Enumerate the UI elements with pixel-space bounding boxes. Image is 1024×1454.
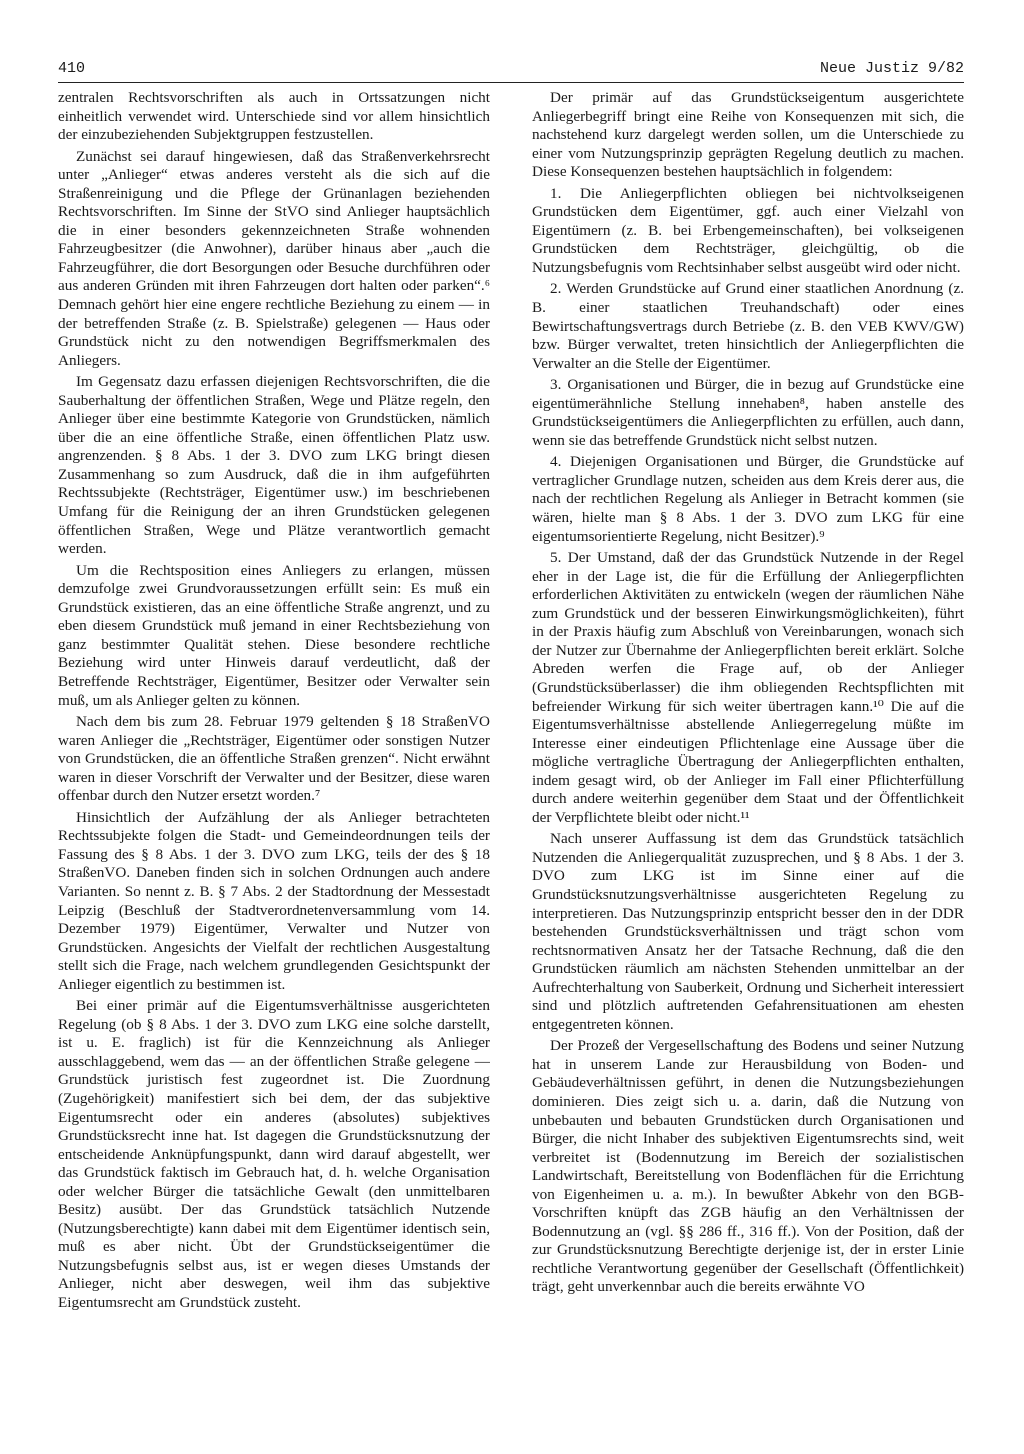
left-column <box>58 89 490 1439</box>
right-column <box>532 89 964 1439</box>
list-item-paragraph: 1. Die Anliegerpflichten obliegen bei nichtvolkseigenen Grundstücken dem Eigentümer, ggf. auch einer Vielzahl von Eigentümern (z. B. bei Erbengemeinschaften), bei volkseigenen Grundstücken dem Rechtsträger, gleichgültig, ob die Nutzungsbefugnis vom Rechtsinhaber selbst ausgeübt wird oder nicht. <box>532 184 964 276</box>
journal-issue: Neue Justiz 9/82 <box>819 60 964 77</box>
list-item-paragraph: 3. Organisationen und Bürger, die in bezug auf Grundstücke eine eigentümerähnliche Stellung innehaben⁸, haben anstelle des Grundstückseigentümers die Anliegerpflichten zu erfüllen, auch dann, wenn sie das betreffende Grundstück nicht selbst nutzen. <box>532 376 964 449</box>
list-item-paragraph: 2. Werden Grundstücke auf Grund einer staatlichen Anordnung (z. B. einer staatlichen Treuhandschaft) oder eines Bewirtschaftungsvertrags durch Betriebe (z. B. den VEB KWV/GW) bzw. Bürger verwaltet, treten hinsichtlich der Anliegerpflichten die Verwalter an die Stelle der Eigentümer. <box>532 280 964 372</box>
list-item-paragraph: 5. Der Umstand, daß der das Grundstück Nutzende in der Regel eher in der Lage ist, die für die Erfüllung der Anliegerpflichten erforderlichen Aktivitäten zu entwickeln (wegen der räumlichen Nähe zum Grundstück und der besseren Einwirkungsmöglichkeiten), führt in der Praxis häufig zum Abschluß von Vereinbarungen, wonach sich der Nutzer zur Übernahme der Anliegerpflichten bereit erklärt. Solche Abreden werfen die Frage auf, ob der Anlieger (Grundstücksüberlasser) die ihm obliegenden Rechtspflichten mit befreiender Wirkung für sich weiter übertragen kann.¹⁰ Die auf die Eigentumsverhältnisse abstellende Anliegerregelung müßte im Interesse einer eindeutigen Pflichtenlage eine Aussage über die mögliche vertragliche Übertragung der Anliegerpflichten enthalten, indem gesagt wird, ob der Anlieger im Fall einer Pflichterfüllung durch andere weiterhin gegenüber dem Staat und der Öffentlichkeit der Verpflichtete bleibt oder nicht.¹¹ <box>532 549 964 826</box>
paragraph: Der primär auf das Grundstückseigentum ausgerichtete Anliegerbegriff bringt eine Reihe von Konsequenzen mit sich, die nachstehend kurz dargelegt werden sollen, um die Unterschiede zu einer vom Nutzungsprinzip geprägten Regelung deutlich zu machen. Diese Konsequenzen bestehen hauptsächlich in folgendem: <box>532 89 964 181</box>
running-header <box>58 56 964 83</box>
list-item-paragraph: 4. Diejenigen Organisationen und Bürger, die Grundstücke auf vertraglicher Grundlage nutzen, scheiden aus dem Kreis derer aus, die nach der rechtlichen Regelung als Anlieger in Betracht kommen (sie wären, hielte man § 8 Abs. 1 der 3. DVO zum LKG für eine eigentumsorientierte Regelung, nicht Besitzer).⁹ <box>532 453 964 545</box>
page-number: 410 <box>58 60 86 77</box>
paragraph: Um die Rechtsposition eines Anliegers zu erlangen, müssen demzufolge zwei Grundvoraussetzungen erfüllt sein: Es muß ein Grundstück existieren, das an eine öffentliche Straße angrenzt, und zu eben diesem Grundstück muß jemand in einer Rechtsbeziehung von ganz bestimmter Qualität stehen. Diese besondere rechtliche Beziehung wird unter Hinweis darauf verdeutlicht, daß der Betreffende Rechtsträger, Eigentümer, Besitzer oder Verwalter sein muß, um als Anlieger gelten zu können. <box>58 561 490 709</box>
paragraph: Nach unserer Auffassung ist dem das Grundstück tatsächlich Nutzenden die Anliegerqualität zuzusprechen, und § 8 Abs. 1 der 3. DVO zum LKG ist im Sinne einer auf die Grundstücksnutzungsverhältnisse ausgerichteten Regelung zu interpretieren. Das Nutzungsprinzip entspricht besser den in der DDR bestehenden Grundstücksverhältnissen und trägt schon vom rechtsnormativen Ansatz her der Tatsache Rechnung, daß die den Grundstücken räumlich am nächsten Stehenden unmittelbar an der Aufrechterhaltung von Sauberkeit, Ordnung und Sicherheit interessiert sind und plötzlich auftretenden Gefahrensituationen am ehesten entgegentreten können. <box>532 830 964 1033</box>
paragraph: zentralen Rechtsvorschriften als auch in Ortssatzungen nicht einheitlich verwendet wird. Unterschiede sind vor allem hinsichtlich der einzubeziehenden Subjektgruppen festzustellen. <box>58 89 490 144</box>
paragraph: Hinsichtlich der Aufzählung der als Anlieger betrachteten Rechtssubjekte folgen die Stadt- und Gemeindeordnungen teils der Fassung des § 8 Abs. 1 der 3. DVO zum LKG, teils der des § 18 StraßenVO. Daneben finden sich in solchen Ordnungen auch andere Varianten. So nennt z. B. § 7 Abs. 2 der Stadtordnung der Messestadt Leipzig (Beschluß der Stadtverordnetenversammlung vom 14. Dezember 1979) Eigentümer, Verwalter und Nutzer von Grundstücken. Angesichts der Vielfalt der rechtlichen Ausgestaltung stellt sich die Frage, nach welchem grundlegenden Gesichtspunkt der Anlieger eigentlich zu bestimmen ist. <box>58 808 490 993</box>
paragraph: Im Gegensatz dazu erfassen diejenigen Rechtsvorschriften, die die Sauberhaltung der öffentlichen Straßen, Wege und Plätze regeln, den Anlieger über eine bestimmte Kategorie von Grundstücken, nämlich über die an eine öffentliche Straße, einen öffentlichen Platz usw. angrenzenden. § 8 Abs. 1 der 3. DVO zum LKG bringt diesen Zusammenhang so zum Ausdruck, daß die in ihm aufgeführten Rechtssubjekte (Rechtsträger, Eigentümer usw.) im beschriebenen Umfang für die Reinigung der an ihren Grundstücken gelegenen öffentlichen Straßen, Wege und Plätze verantwortlich gemacht werden. <box>58 373 490 558</box>
paragraph: Nach dem bis zum 28. Februar 1979 geltenden § 18 StraßenVO waren Anlieger die „Rechtsträger, Eigentümer oder sonstigen Nutzer von Grundstücken, die an öffentliche Straßen grenzen“. Nicht erwähnt waren in dieser Vorschrift der Verwalter und der Besitzer, diese waren offenbar durch den Nutzer ersetzt worden.⁷ <box>58 713 490 805</box>
paragraph: Bei einer primär auf die Eigentumsverhältnisse ausgerichteten Regelung (ob § 8 Abs. 1 der 3. DVO zum LKG eine solche darstellt, ist u. E. fraglich) ist für die Kennzeichnung als Anlieger ausschlaggebend, wem das — an der öffentlichen Straße gelegene — Grundstück juristisch fest zugeordnet ist. Die Zuordnung (Zugehörigkeit) manifestiert sich bei dem, der das subjektive Eigentumsrecht oder ein anderes (absolutes) subjektives Grundstücksrecht inne hat. Ist dagegen die Grundstücksnutzung der entscheidende Anknüpfungspunkt, dann wird darauf abgestellt, wer das Grundstück faktisch im Gebrauch hat, d. h. welche Organisation oder welcher Bürger die tatsächliche Gewalt (den unmittelbaren Besitz) ausübt. Der das Grundstück tatsächlich Nutzende (Nutzungsberechtigte) kann dabei mit dem Eigentümer identisch sein, muß es aber nicht. Übt der Grundstückseigentümer die Nutzungsbefugnis selbst aus, ist er wegen dieses Umstands der Anlieger, nicht aber deswegen, weil ihm das subjektive Eigentumsrecht am Grundstück zusteht. <box>58 997 490 1311</box>
two-column-body <box>58 89 964 1439</box>
paragraph: Der Prozeß der Vergesellschaftung des Bodens und seiner Nutzung hat in unserem Lande zur Herausbildung von Boden- und Gebäudeverhältnissen geführt, in denen die Nutzungsbeziehungen dominieren. Dies zeigt sich u. a. darin, daß die Nutzung von unbebauten und bebauten Grundstücken durch Organisationen und Bürger, die nicht Inhaber des subjektiven Eigentumsrechts sind, weit verbreitet ist (Bodennutzung im Bereich der sozialistischen Landwirtschaft, Bereitstellung von Bodenflächen für die Errichtung von Eigenheimen u. a. m.). In bewußter Abkehr von den BGB-Vorschriften knüpft das ZGB häufig an den Verhältnissen der Bodennutzung an (vgl. §§ 286 ff., 316 ff.). Von der Position, daß der zur Grundstücksnutzung Berechtigte derjenige ist, der in erster Linie rechtliche Verantwortung gegenüber der Gesellschaft (Öffentlichkeit) trägt, geht unverkennbar auch die bereits erwähnte VO <box>532 1037 964 1296</box>
paragraph: Zunächst sei darauf hingewiesen, daß das Straßenverkehrsrecht unter „Anlieger“ etwas anderes versteht als die sich auf die Straßenreinigung und die Pflege der Grünanlagen beziehenden Rechtsvorschriften. Im Sinne der StVO sind Anlieger hauptsächlich die in einer besonders gekennzeichneten Straße wohnenden Fahrzeugbesitzer (die Anwohner), darüber hinaus aber „auch die Fahrzeugführer, die dort Besorgungen oder Besuche durchführen oder aus anderen Gründen mit ihren Fahrzeugen dort halten oder parken“.⁶ Demnach gehört hier eine engere rechtliche Beziehung zu einem — in der betreffenden Straße (z. B. Spielstraße) gelegenen — Haus oder Grundstück nicht zu den notwendigen Begriffsmerkmalen des Anliegers. <box>58 147 490 369</box>
